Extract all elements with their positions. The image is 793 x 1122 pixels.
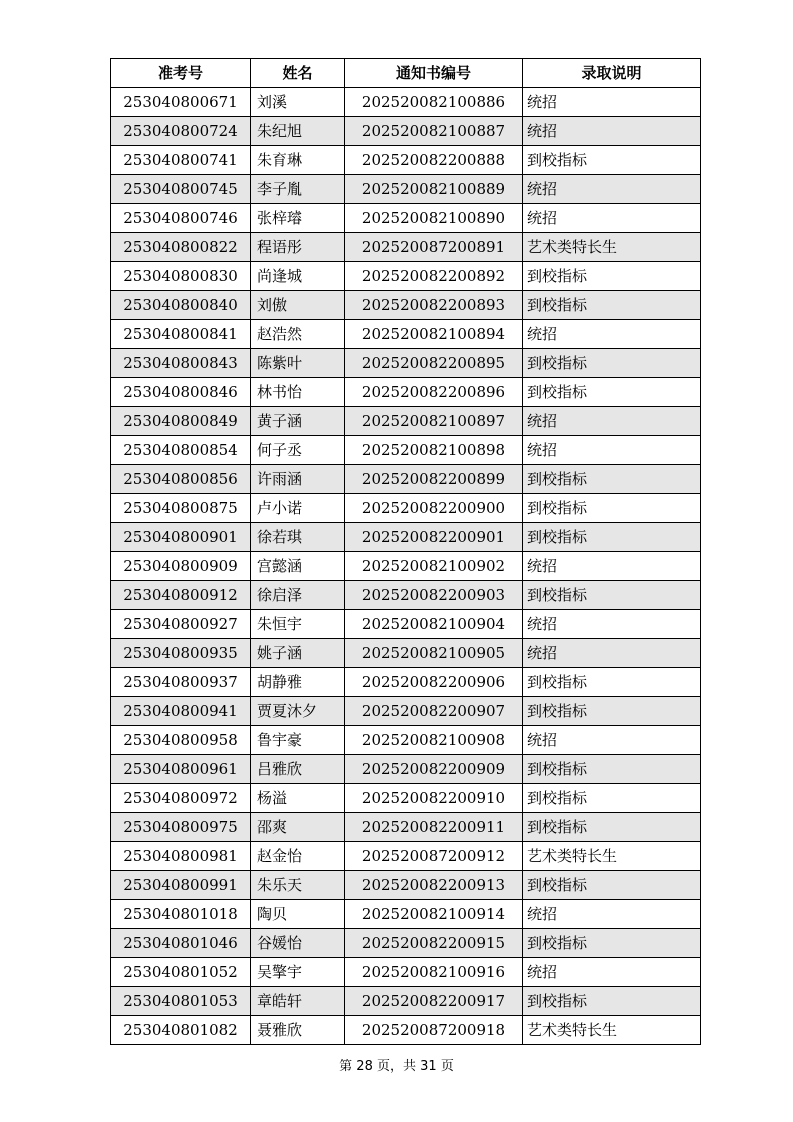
student-name-cell: 胡静雅 xyxy=(251,668,345,697)
notice-number-cell: 202520082200901 xyxy=(345,523,523,552)
exam-number-cell: 253040801018 xyxy=(111,900,251,929)
admission-note-cell: 到校指标 xyxy=(523,755,701,784)
notice-number-cell: 202520082100902 xyxy=(345,552,523,581)
notice-number-cell: 202520087200918 xyxy=(345,1016,523,1045)
admission-note-cell: 到校指标 xyxy=(523,146,701,175)
exam-number-cell: 253040801053 xyxy=(111,987,251,1016)
exam-number-cell: 253040800856 xyxy=(111,465,251,494)
notice-number-cell: 202520082200888 xyxy=(345,146,523,175)
notice-number-cell: 202520082200906 xyxy=(345,668,523,697)
notice-number-cell: 202520082200915 xyxy=(345,929,523,958)
exam-number-cell: 253040800935 xyxy=(111,639,251,668)
footer-prefix: 第 xyxy=(339,1059,353,1074)
header-row xyxy=(111,59,701,88)
notice-number-cell: 202520082100916 xyxy=(345,958,523,987)
student-name-cell: 杨溢 xyxy=(251,784,345,813)
student-name-cell: 林书怡 xyxy=(251,378,345,407)
student-name-cell: 章皓轩 xyxy=(251,987,345,1016)
exam-number-cell: 253040800909 xyxy=(111,552,251,581)
exam-number-cell: 253040800958 xyxy=(111,726,251,755)
table-row xyxy=(111,900,701,929)
notice-number-cell: 202520082200899 xyxy=(345,465,523,494)
table-row xyxy=(111,436,701,465)
exam-number-cell: 253040800901 xyxy=(111,523,251,552)
student-name-cell: 赵金怡 xyxy=(251,842,345,871)
exam-number-cell: 253040800941 xyxy=(111,697,251,726)
admission-note-cell: 到校指标 xyxy=(523,262,701,291)
student-name-cell: 程语彤 xyxy=(251,233,345,262)
notice-number-cell: 202520082200909 xyxy=(345,755,523,784)
student-name-cell: 陈紫叶 xyxy=(251,349,345,378)
admission-note-cell: 统招 xyxy=(523,117,701,146)
table-row xyxy=(111,929,701,958)
exam-number-cell: 253040801052 xyxy=(111,958,251,987)
student-name-cell: 吕雅欣 xyxy=(251,755,345,784)
notice-number-cell: 202520082200911 xyxy=(345,813,523,842)
admission-note-cell: 统招 xyxy=(523,407,701,436)
student-name-cell: 徐启泽 xyxy=(251,581,345,610)
table-row xyxy=(111,755,701,784)
table-body xyxy=(111,88,701,1045)
admission-note-cell: 到校指标 xyxy=(523,465,701,494)
exam-number-cell: 253040800912 xyxy=(111,581,251,610)
notice-number-cell: 202520082200896 xyxy=(345,378,523,407)
notice-number-cell: 202520082100904 xyxy=(345,610,523,639)
student-name-cell: 朱乐天 xyxy=(251,871,345,900)
table-row xyxy=(111,407,701,436)
table-row xyxy=(111,987,701,1016)
table-row xyxy=(111,233,701,262)
student-name-cell: 何子丞 xyxy=(251,436,345,465)
exam-number-cell: 253040800991 xyxy=(111,871,251,900)
notice-number-cell: 202520082100886 xyxy=(345,88,523,117)
student-name-cell: 张梓璿 xyxy=(251,204,345,233)
admission-note-cell: 艺术类特长生 xyxy=(523,1016,701,1045)
table-row xyxy=(111,871,701,900)
student-name-cell: 刘溪 xyxy=(251,88,345,117)
student-name-cell: 邵爽 xyxy=(251,813,345,842)
table-header xyxy=(111,59,701,88)
notice-number-cell: 202520082100914 xyxy=(345,900,523,929)
table-row xyxy=(111,117,701,146)
admission-note-cell: 到校指标 xyxy=(523,784,701,813)
table-row xyxy=(111,291,701,320)
notice-number-cell: 202520082200907 xyxy=(345,697,523,726)
exam-number-cell: 253040800724 xyxy=(111,117,251,146)
table-row xyxy=(111,494,701,523)
student-name-cell: 刘傲 xyxy=(251,291,345,320)
admission-note-cell: 统招 xyxy=(523,436,701,465)
footer-page-number: 28 xyxy=(356,1059,373,1074)
student-name-cell: 聂雅欣 xyxy=(251,1016,345,1045)
admission-table xyxy=(110,58,701,1045)
table-row xyxy=(111,581,701,610)
exam-number-cell: 253040800927 xyxy=(111,610,251,639)
table-row xyxy=(111,88,701,117)
admission-note-cell: 统招 xyxy=(523,610,701,639)
notice-number-cell: 202520082200913 xyxy=(345,871,523,900)
exam-number-cell: 253040800846 xyxy=(111,378,251,407)
admission-note-cell: 到校指标 xyxy=(523,523,701,552)
admission-note-cell: 统招 xyxy=(523,958,701,987)
student-name-cell: 许雨涵 xyxy=(251,465,345,494)
table-row xyxy=(111,465,701,494)
notice-number-cell: 202520082200900 xyxy=(345,494,523,523)
admission-note-cell: 统招 xyxy=(523,320,701,349)
table-row xyxy=(111,697,701,726)
admission-note-cell: 统招 xyxy=(523,639,701,668)
admission-note-cell: 统招 xyxy=(523,204,701,233)
admission-note-cell: 到校指标 xyxy=(523,378,701,407)
student-name-cell: 朱恒宇 xyxy=(251,610,345,639)
table-row xyxy=(111,523,701,552)
admission-note-cell: 艺术类特长生 xyxy=(523,842,701,871)
table-row xyxy=(111,349,701,378)
admission-note-cell: 统招 xyxy=(523,88,701,117)
student-name-cell: 李子胤 xyxy=(251,175,345,204)
table-row xyxy=(111,204,701,233)
exam-number-cell: 253040800972 xyxy=(111,784,251,813)
table-row xyxy=(111,639,701,668)
exam-number-cell: 253040800822 xyxy=(111,233,251,262)
table-row xyxy=(111,320,701,349)
notice-number-cell: 202520082100890 xyxy=(345,204,523,233)
admission-note-cell: 统招 xyxy=(523,175,701,204)
admission-note-cell: 到校指标 xyxy=(523,494,701,523)
header-exam-number: 准考号 xyxy=(111,59,251,88)
notice-number-cell: 202520082100889 xyxy=(345,175,523,204)
table-row xyxy=(111,784,701,813)
student-name-cell: 黄子涵 xyxy=(251,407,345,436)
exam-number-cell: 253040800981 xyxy=(111,842,251,871)
exam-number-cell: 253040800741 xyxy=(111,146,251,175)
exam-number-cell: 253040801082 xyxy=(111,1016,251,1045)
exam-number-cell: 253040800671 xyxy=(111,88,251,117)
table-row xyxy=(111,726,701,755)
admission-note-cell: 到校指标 xyxy=(523,987,701,1016)
student-name-cell: 朱纪旭 xyxy=(251,117,345,146)
notice-number-cell: 202520082100898 xyxy=(345,436,523,465)
notice-number-cell: 202520082200917 xyxy=(345,987,523,1016)
student-name-cell: 吴擎宇 xyxy=(251,958,345,987)
admission-note-cell: 到校指标 xyxy=(523,871,701,900)
header-name: 姓名 xyxy=(251,59,345,88)
exam-number-cell: 253040800854 xyxy=(111,436,251,465)
notice-number-cell: 202520082100908 xyxy=(345,726,523,755)
student-name-cell: 徐若琪 xyxy=(251,523,345,552)
student-name-cell: 朱育琳 xyxy=(251,146,345,175)
notice-number-cell: 202520082200895 xyxy=(345,349,523,378)
exam-number-cell: 253040800975 xyxy=(111,813,251,842)
student-name-cell: 尚逢城 xyxy=(251,262,345,291)
student-name-cell: 鲁宇豪 xyxy=(251,726,345,755)
admission-note-cell: 到校指标 xyxy=(523,349,701,378)
table-row xyxy=(111,1016,701,1045)
notice-number-cell: 202520082200903 xyxy=(345,581,523,610)
exam-number-cell: 253040800875 xyxy=(111,494,251,523)
student-name-cell: 谷媛怡 xyxy=(251,929,345,958)
exam-number-cell: 253040801046 xyxy=(111,929,251,958)
footer-middle: 页，共 xyxy=(376,1059,416,1074)
notice-number-cell: 202520087200891 xyxy=(345,233,523,262)
student-name-cell: 卢小诺 xyxy=(251,494,345,523)
table-row xyxy=(111,813,701,842)
header-admission-note: 录取说明 xyxy=(523,59,701,88)
admission-note-cell: 到校指标 xyxy=(523,813,701,842)
admission-note-cell: 到校指标 xyxy=(523,581,701,610)
student-name-cell: 陶贝 xyxy=(251,900,345,929)
exam-number-cell: 253040800961 xyxy=(111,755,251,784)
exam-number-cell: 253040800849 xyxy=(111,407,251,436)
page-footer xyxy=(0,1055,793,1074)
exam-number-cell: 253040800840 xyxy=(111,291,251,320)
table-row xyxy=(111,378,701,407)
notice-number-cell: 202520082100897 xyxy=(345,407,523,436)
exam-number-cell: 253040800745 xyxy=(111,175,251,204)
table-row xyxy=(111,552,701,581)
notice-number-cell: 202520082200892 xyxy=(345,262,523,291)
admission-note-cell: 到校指标 xyxy=(523,291,701,320)
student-name-cell: 宫懿涵 xyxy=(251,552,345,581)
exam-number-cell: 253040800841 xyxy=(111,320,251,349)
table-row xyxy=(111,146,701,175)
admission-note-cell: 艺术类特长生 xyxy=(523,233,701,262)
table-row xyxy=(111,175,701,204)
notice-number-cell: 202520087200912 xyxy=(345,842,523,871)
admission-note-cell: 到校指标 xyxy=(523,929,701,958)
exam-number-cell: 253040800746 xyxy=(111,204,251,233)
admission-note-cell: 到校指标 xyxy=(523,697,701,726)
table-row xyxy=(111,610,701,639)
exam-number-cell: 253040800843 xyxy=(111,349,251,378)
footer-suffix: 页 xyxy=(440,1059,454,1074)
admission-note-cell: 到校指标 xyxy=(523,668,701,697)
notice-number-cell: 202520082100905 xyxy=(345,639,523,668)
exam-number-cell: 253040800830 xyxy=(111,262,251,291)
notice-number-cell: 202520082200893 xyxy=(345,291,523,320)
notice-number-cell: 202520082100894 xyxy=(345,320,523,349)
admission-note-cell: 统招 xyxy=(523,552,701,581)
student-name-cell: 赵浩然 xyxy=(251,320,345,349)
admission-note-cell: 统招 xyxy=(523,726,701,755)
exam-number-cell: 253040800937 xyxy=(111,668,251,697)
table-row xyxy=(111,842,701,871)
table-row xyxy=(111,958,701,987)
notice-number-cell: 202520082200910 xyxy=(345,784,523,813)
table-row xyxy=(111,668,701,697)
header-notice-number: 通知书编号 xyxy=(345,59,523,88)
student-name-cell: 贾夏沐夕 xyxy=(251,697,345,726)
student-name-cell: 姚子涵 xyxy=(251,639,345,668)
table-row xyxy=(111,262,701,291)
footer-total-pages: 31 xyxy=(420,1059,437,1074)
admission-note-cell: 统招 xyxy=(523,900,701,929)
notice-number-cell: 202520082100887 xyxy=(345,117,523,146)
